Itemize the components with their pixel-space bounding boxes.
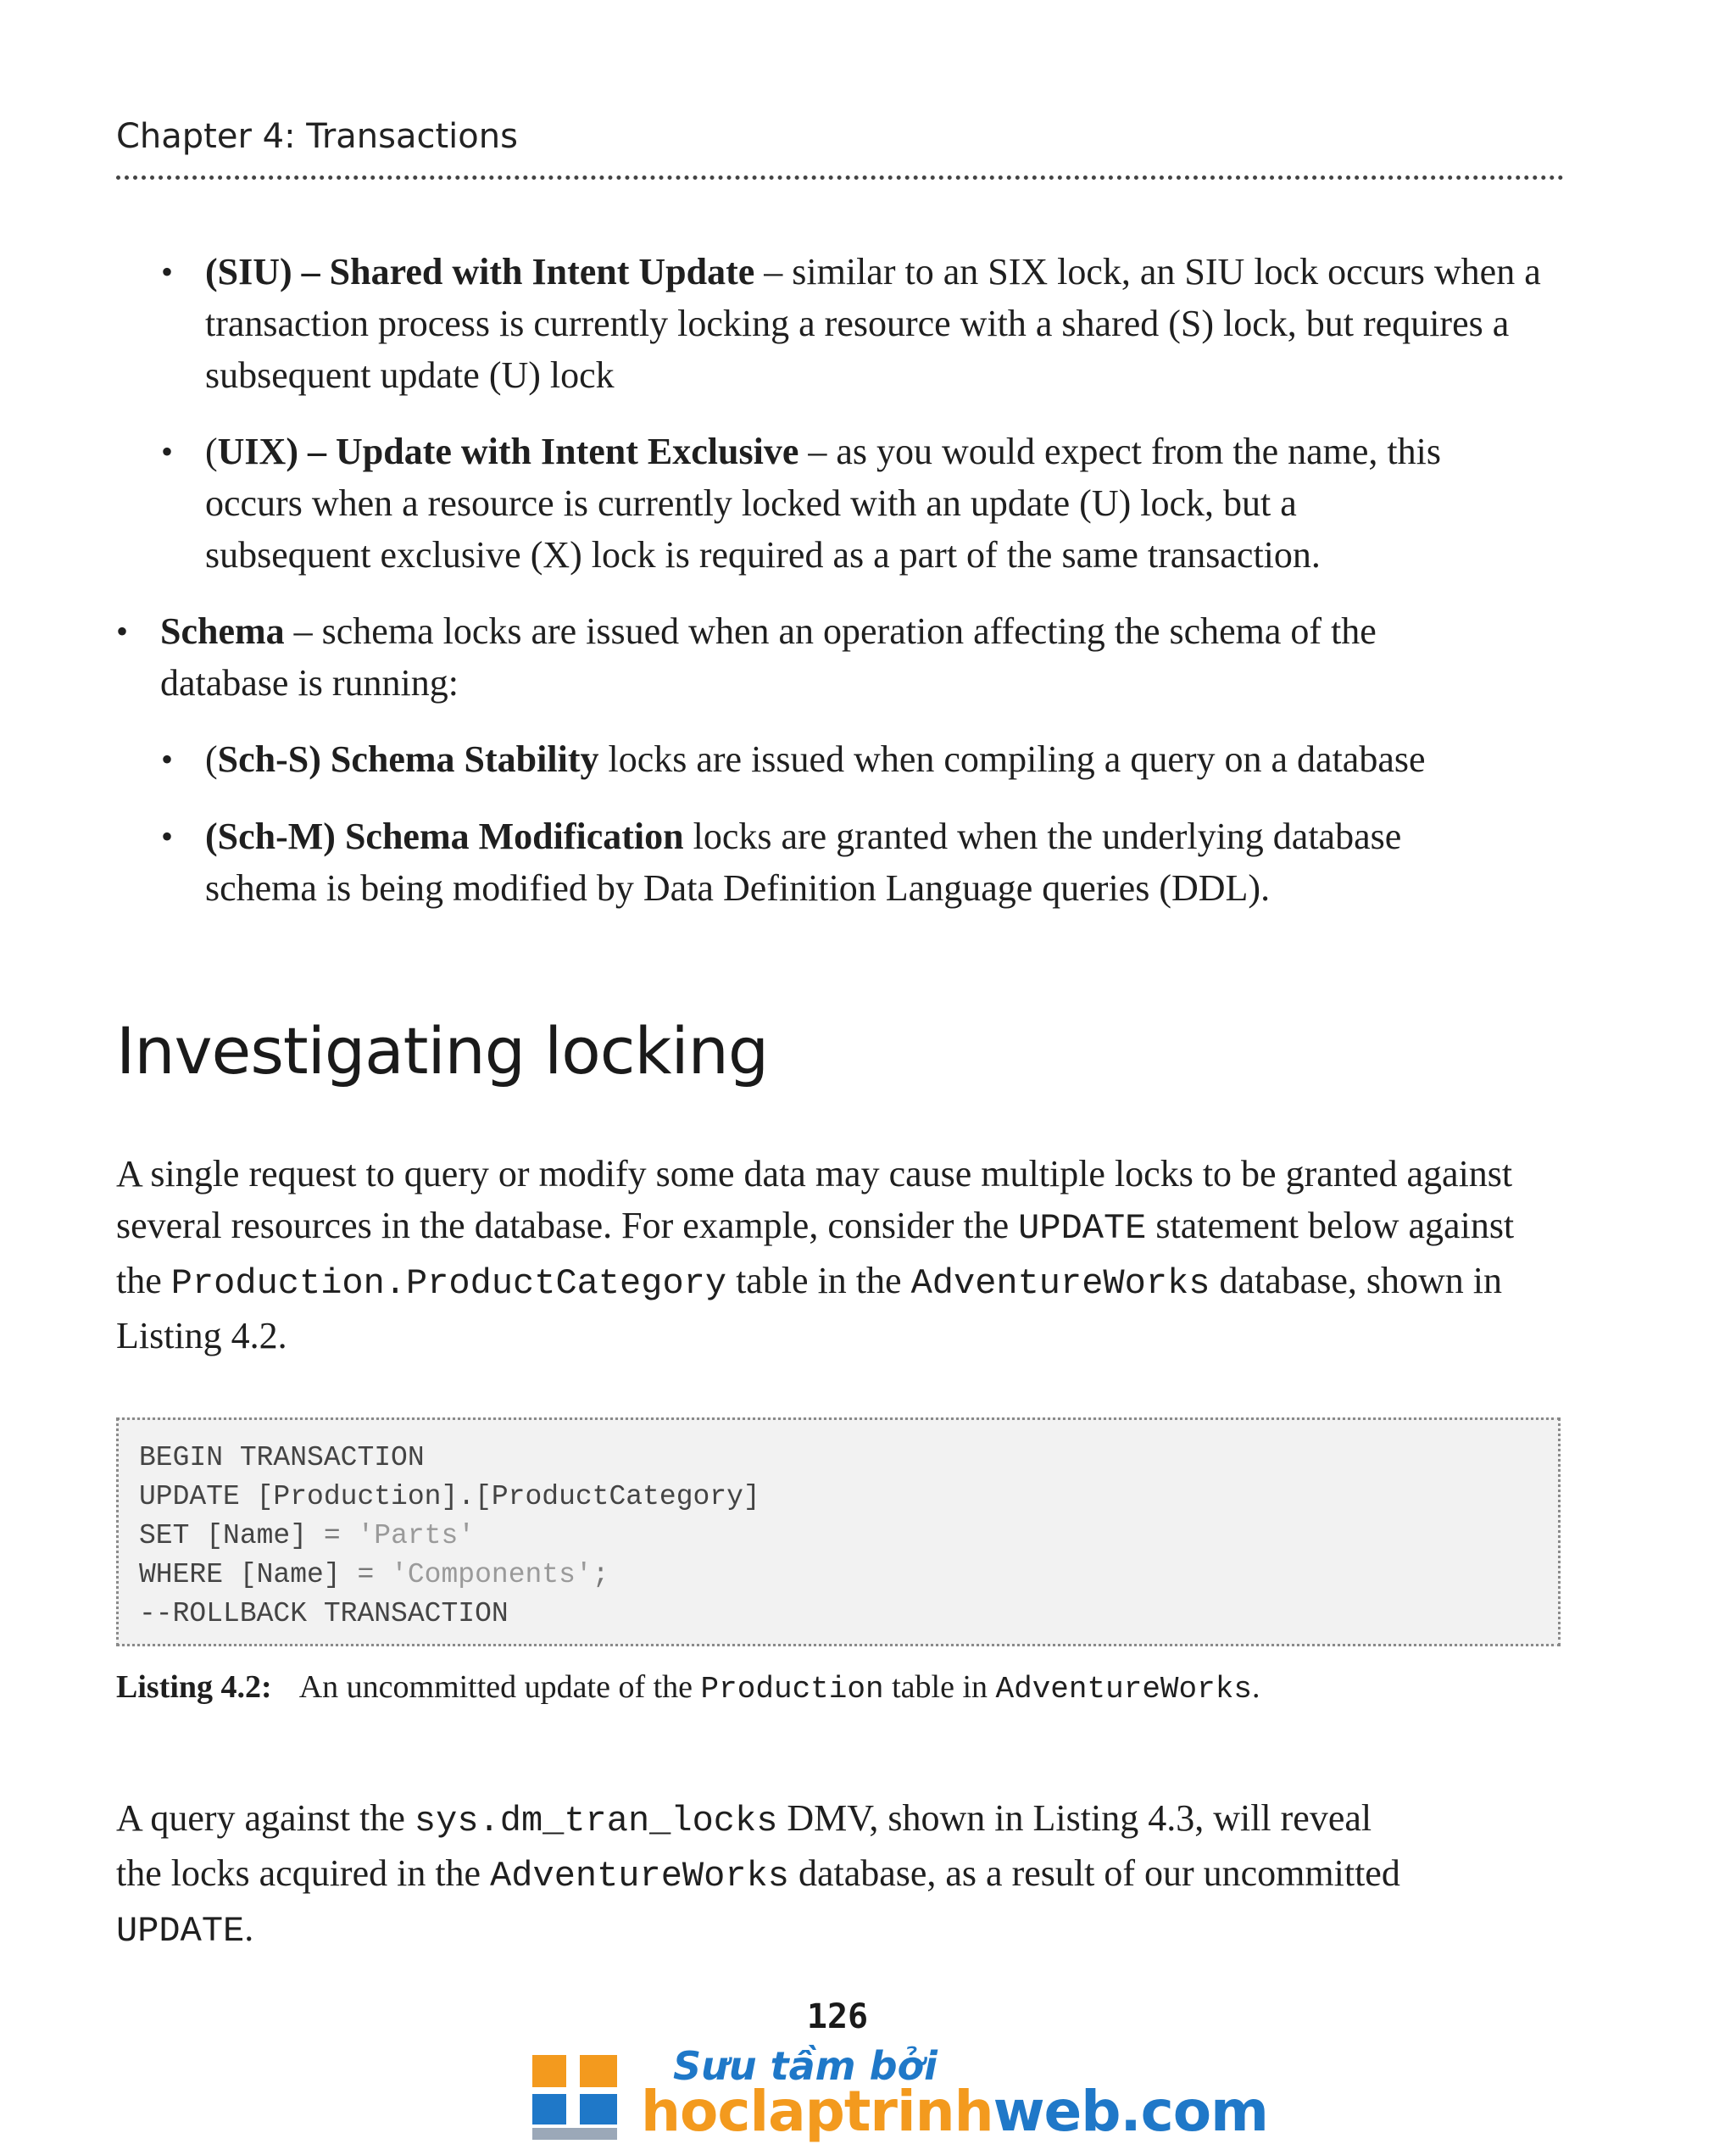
code-line-4a: WHERE [Name]	[139, 1559, 358, 1590]
code-line	[139, 1478, 760, 1517]
header-divider	[116, 175, 1564, 180]
code-line-3b: =	[323, 1520, 341, 1551]
caption-code-1: Production	[700, 1672, 884, 1707]
watermark-caption: Sưu tầm bởi	[673, 2043, 938, 2089]
list-item-uix	[205, 426, 1460, 581]
watermark-site	[641, 2079, 1268, 2144]
desc-schm: locks are granted when the underlying database schema is being modified by Data Definition Language queries (DDL).	[205, 816, 1402, 909]
list-item-siu	[205, 246, 1561, 401]
caption-label: Listing 4.2:	[116, 1669, 272, 1705]
list-item-schm	[205, 810, 1494, 914]
code-line	[139, 1439, 760, 1478]
code-line-4d: ;	[592, 1559, 609, 1590]
inline-code-table: Production.ProductCategory	[170, 1263, 727, 1304]
watermark-logo-icon	[529, 2043, 636, 2141]
running-header: Chapter 4: Transactions	[116, 117, 518, 156]
watermark	[529, 2043, 1268, 2144]
para1-text-4: database, shown in Listing 4.2.	[116, 1260, 1503, 1356]
inline-code-update: UPDATE	[116, 1911, 245, 1952]
code-line-2: UPDATE [Production].[ProductCategory]	[139, 1481, 760, 1512]
para1-text-2: statement below against the	[116, 1205, 1515, 1301]
listing-caption	[116, 1668, 1260, 1707]
code-line	[139, 1595, 760, 1634]
inline-code-db: AdventureWorks	[910, 1263, 1210, 1304]
para2-text-2: DMV, shown in Listing 4.3, will reveal the locks acquired in the	[116, 1797, 1372, 1894]
code-line-3c: 'Parts'	[340, 1520, 476, 1551]
code-line-5: --ROLLBACK TRANSACTION	[139, 1598, 509, 1629]
desc-schs: locks are issued when compiling a query on a database	[598, 738, 1426, 780]
desc-schema: – schema locks are issued when an operation affecting the schema of the database is running:	[160, 610, 1377, 704]
watermark-site-part1: hoclaptrinh	[641, 2079, 993, 2144]
para1-text-1: A single request to query or modify some data may cause multiple locks to be granted against several resources in the database. For example, consider the	[116, 1153, 1513, 1246]
watermark-site-part2: web.com	[993, 2079, 1268, 2144]
list-item-schema	[160, 605, 1483, 709]
desc-uix: – as you would expect from the name, this occurs when a resource is currently locked with an update (U) lock, but a subsequent exclusive (X) lock is required as a part of the same transaction.	[205, 431, 1441, 576]
paren-schs: (	[205, 738, 218, 780]
term-schema: Schema	[160, 610, 285, 652]
inline-code-db: AdventureWorks	[490, 1856, 789, 1896]
bullet-icon: •	[161, 740, 174, 778]
code-line-4b: =	[357, 1559, 375, 1590]
page-number: 126	[806, 1997, 869, 2036]
para2-text-3: database, as a result of our uncommitted	[788, 1852, 1400, 1894]
bullet-icon: •	[161, 253, 174, 291]
bullet-icon: •	[116, 612, 129, 650]
code-line-4c: 'Components'	[374, 1559, 593, 1590]
inline-code-update: UPDATE	[1018, 1208, 1147, 1249]
caption-code-2: AdventureWorks	[995, 1672, 1252, 1707]
bullet-icon: •	[161, 432, 174, 471]
para1-text-3: table in the	[726, 1260, 911, 1301]
code-line-3a: SET [Name]	[139, 1520, 324, 1551]
inline-code-dmv: sys.dm_tran_locks	[414, 1801, 778, 1841]
code-line-1: BEGIN TRANSACTION	[139, 1442, 425, 1473]
para2-text-1: A query against the	[116, 1797, 415, 1839]
code-line	[139, 1556, 760, 1595]
term-uix: UIX) – Update with Intent Exclusive	[217, 431, 799, 472]
paragraph-intro	[116, 1148, 1557, 1362]
list-item-schs	[205, 733, 1561, 785]
caption-text-2: table in	[883, 1669, 996, 1705]
paragraph-query	[116, 1792, 1405, 1957]
code-line	[139, 1517, 760, 1556]
bullet-icon: •	[161, 817, 174, 855]
para2-text-4: .	[244, 1907, 254, 1949]
caption-text-1: An uncommitted update of the	[298, 1669, 701, 1705]
paren-uix: (	[205, 431, 218, 472]
caption-text-3: .	[1251, 1669, 1260, 1705]
term-schs: Sch-S) Schema Stability	[217, 738, 599, 780]
code-listing	[116, 1417, 1561, 1646]
term-siu: (SIU) – Shared with Intent Update	[205, 251, 755, 292]
section-title: Investigating locking	[116, 1013, 769, 1089]
desc-siu: – similar to an SIX lock, an SIU lock occurs when a transaction process is currently locking a resource with a shared (S) lock, but requires a subsequent update (U) lock	[205, 251, 1541, 396]
term-schm: (Sch-M) Schema Modification	[205, 816, 684, 857]
